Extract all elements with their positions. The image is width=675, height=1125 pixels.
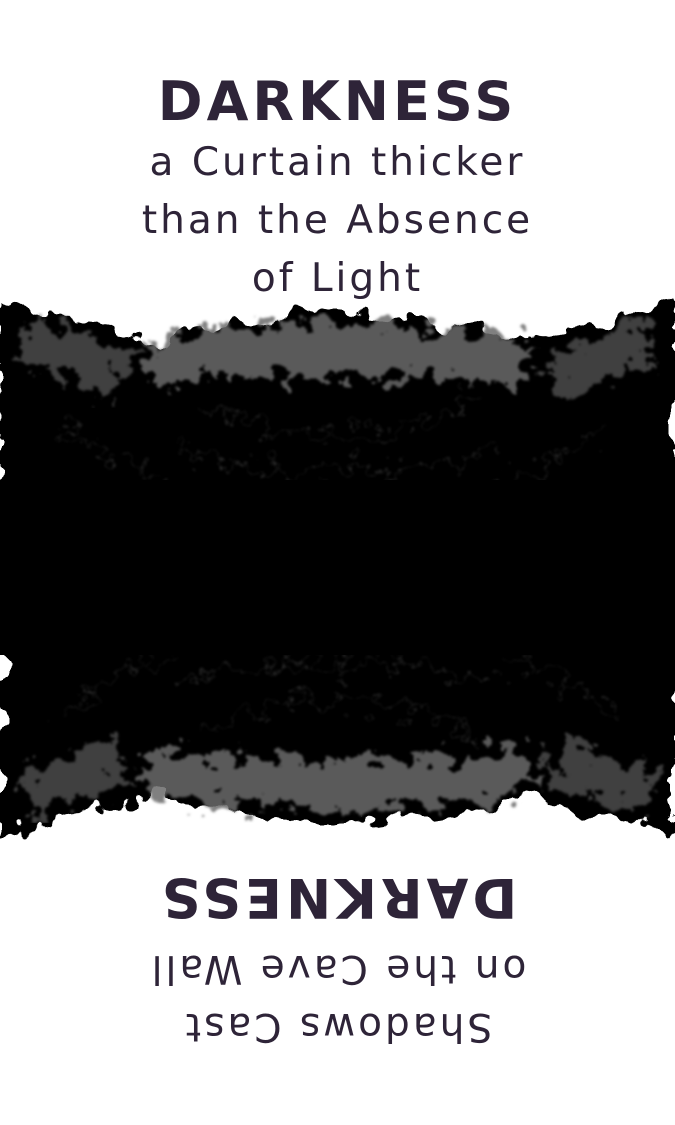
- top-subtitle-line-1: a Curtain thicker: [149, 140, 526, 185]
- top-subtitle-line-2: than the Absence: [141, 198, 534, 243]
- top-text-block: [0, 70, 675, 308]
- bottom-subtitle-line-2: on the Cave Wall: [148, 946, 527, 991]
- bottom-subtitle-line-1: Shadows Cast: [182, 1004, 493, 1049]
- bottom-title: DARKNESS: [157, 866, 518, 929]
- ink-core: [0, 480, 675, 655]
- bottom-text-block: [0, 865, 675, 1055]
- top-subtitle-line-3: of Light: [251, 256, 424, 301]
- top-title: DARKNESS: [157, 70, 518, 133]
- ink-blot-icon: [0, 280, 675, 855]
